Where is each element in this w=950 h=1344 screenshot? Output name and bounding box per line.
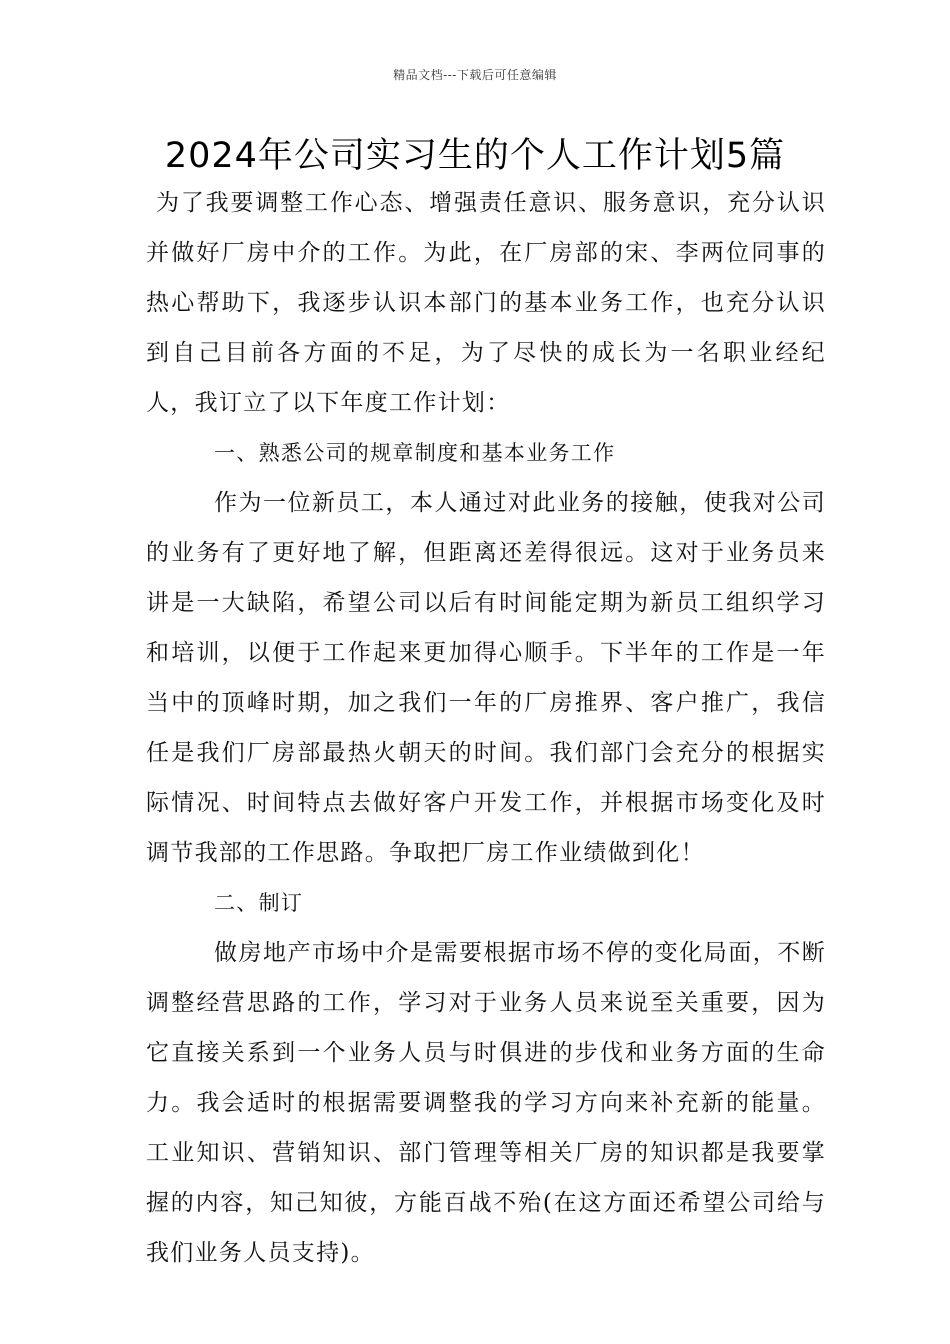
document-body [146, 178, 826, 1278]
section-1-paragraph: 作为一位新员工，本人通过对此业务的接触，使我对公司的业务有了更好地了解，但距离还差得很远。这对于业务员来讲是一大缺陷，希望公司以后有时间能定期为新员工组织学习和培训，以便于工作起来更加得心顺手。下半年的工作是一年当中的顶峰时期，加之我们一年的厂房推界、客户推广，我信任是我们厂房部最热火朝天的时间。我们部门会充分的根据实际情况、时间特点去做好客户开发工作，并根据市场变化及时调节我部的工作思路。争取把厂房工作业绩做到化！ [146, 490, 826, 866]
document-title: 2024年公司实习生的个人工作计划5篇 [164, 136, 786, 176]
intro-paragraph: 为了我要调整工作心态、增强责任意识、服务意识，充分认识并做好厂房中介的工作。为此，在厂房部的宋、李两位同事的热心帮助下，我逐步认识本部门的基本业务工作，也充分认识到自己目前各方面的不足，为了尽快的成长为一名职业经纪人，我订立了以下年度工作计划： [146, 190, 826, 416]
section-2-heading: 二、制订 [214, 891, 304, 915]
section-2-paragraph: 做房地产市场中介是需要根据市场不停的变化局面，不断调整经营思路的工作，学习对于业务人员来说至关重要，因为它直接关系到一个业务人员与时俱进的步伐和业务方面的生命力。我会适时的根据需要调整我的学习方向来补充新的能量。工业知识、营销知识、部门管理等相关厂房的知识都是我要掌握的内容，知己知彼，方能百战不殆(在这方面还希望公司给与我们业务人员支持)。 [146, 940, 826, 1266]
section-1-heading: 一、熟悉公司的规章制度和基本业务工作 [214, 441, 616, 465]
header-note: 精品文档---下载后可任意编辑 [393, 68, 557, 82]
